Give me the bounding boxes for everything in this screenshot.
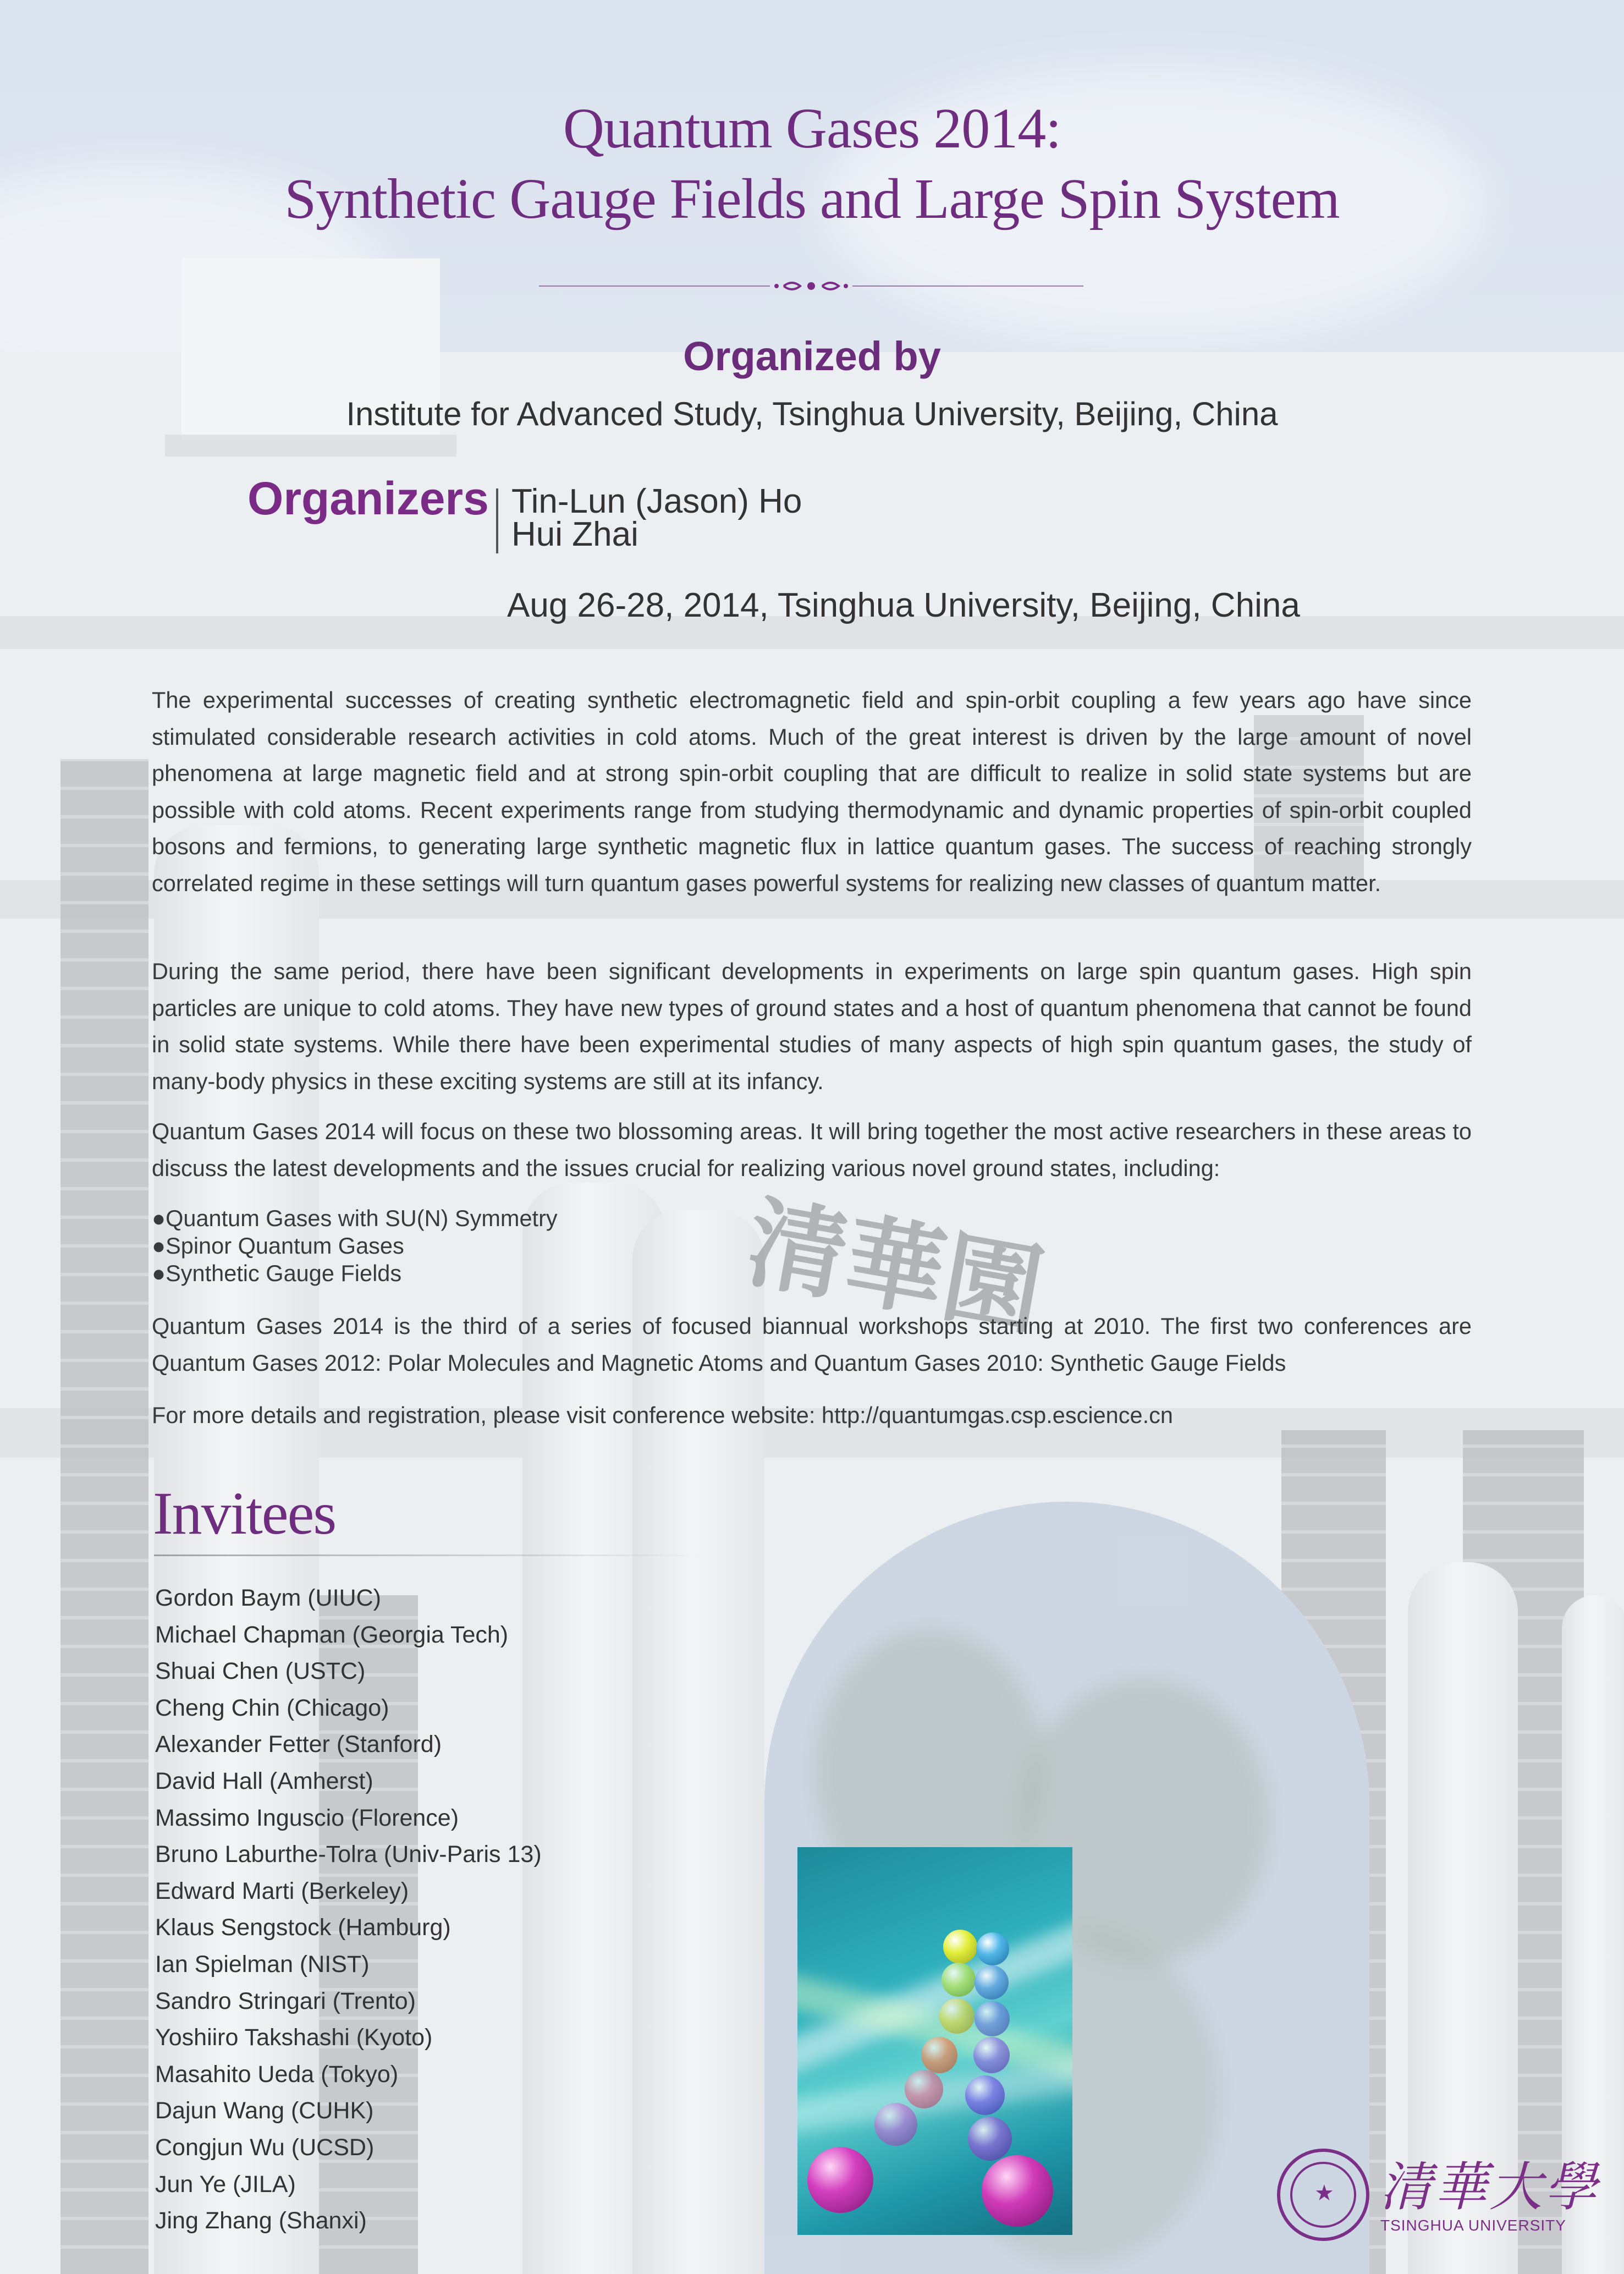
organizers-list <box>511 482 802 553</box>
invitee-item: Congjun Wu (UCSD) <box>155 2134 375 2161</box>
organizers-divider <box>496 488 498 553</box>
invitee-item: Jing Zhang (Shanxi) <box>155 2207 367 2234</box>
invitee-item: Masahito Ueda (Tokyo) <box>155 2061 399 2088</box>
invitee-item: Klaus Sengstock (Hamburg) <box>155 1914 451 1941</box>
organizer-name: Hui Zhai <box>511 515 638 553</box>
invitee-item: Shuai Chen (USTC) <box>155 1658 366 1685</box>
invitee-item: Ian Spielman (NIST) <box>155 1951 370 1978</box>
paragraph-focus <box>152 1113 1472 1187</box>
invitee-item: Dajun Wang (CUHK) <box>155 2097 374 2124</box>
paragraph-website <box>152 1397 1472 1434</box>
organized-by-heading: Organized by <box>683 333 941 379</box>
organizers-heading: Organizers <box>247 473 489 524</box>
university-name-english: TSINGHUA UNIVERSITY <box>1380 2217 1566 2234</box>
paragraph-text: For more details and registration, please visit conference website: http://quantumgas.csp.escience.cn <box>152 1402 1173 1428</box>
invitee-item: Sandro Stringari (Trento) <box>155 1987 416 2014</box>
invitee-item: Gordon Baym (UIUC) <box>155 1585 381 1611</box>
topic-item: ● Synthetic Gauge Fields <box>152 1260 558 1287</box>
invitee-item: Cheng Chin (Chicago) <box>155 1694 389 1721</box>
paragraph-text: Quantum Gases 2014 is the third of a series of focused biannual workshops starting at 2010. The first two conferences are Quantum Gases 2012: Polar Molecules and Magnetic Atoms and Quantum Gases 2010: Synthetic Gauge Fields <box>152 1313 1472 1376</box>
paragraph-text: The experimental successes of creating synthetic electromagnetic field and spin-orbit coupling a few years ago have since stimulated considerable research activities in cold atoms. Much of the great interest is driven by the large amount of novel phenomena at large magnetic field and at strong spin-orbit coupling that are difficult to realize in solid state systems but are possible with cold atoms. Recent experiments range from studying thermodynamic and dynamic properties of spin-orbit coupled bosons and fermions, to generating large synthetic magnetic flux in lattice quantum gases. The success of reaching strongly correlated regime in these settings will turn quantum gases powerful systems for realizing new classes of quantum matter. <box>152 687 1472 896</box>
title-line-1: Quantum Gases 2014: <box>563 97 1061 160</box>
topic-list <box>152 1205 558 1287</box>
organizer-name: Tin-Lun (Jason) Ho <box>511 482 802 520</box>
seal-star-icon: ★ <box>1314 2181 1334 2205</box>
paragraph-large-spin <box>152 953 1472 1100</box>
invitee-item: Edward Marti (Berkeley) <box>155 1877 409 1904</box>
title-line-2: Synthetic Gauge Fields and Large Spin System <box>284 167 1340 230</box>
paragraph-text: Quantum Gases 2014 will focus on these two blossoming areas. It will bring together the most active researchers in these areas to discuss the latest developments and the issues crucial for realizing various novel ground states, including: <box>152 1118 1472 1181</box>
topic-item: ● Quantum Gases with SU(N) Symmetry <box>152 1205 558 1232</box>
flourish-ornament <box>539 279 1083 293</box>
topic-item: ● Spinor Quantum Gases <box>152 1232 558 1260</box>
invitee-item: Michael Chapman (Georgia Tech) <box>155 1621 509 1648</box>
invitee-item: Bruno Laburthe-Tolra (Univ-Paris 13) <box>155 1841 542 1868</box>
event-date-location: Aug 26-28, 2014, Tsinghua University, Beijing, China <box>507 586 1300 624</box>
organized-by-institution: Institute for Advanced Study, Tsinghua University, Beijing, China <box>346 396 1278 432</box>
poster-title <box>0 94 1624 234</box>
invitee-item: Yoshiiro Takshashi (Kyoto) <box>155 2024 433 2051</box>
paragraph-series <box>152 1308 1472 1381</box>
invitee-item: David Hall (Amherst) <box>155 1767 373 1794</box>
invitees-divider <box>154 1555 709 1556</box>
invitee-item: Alexander Fetter (Stanford) <box>155 1731 442 1758</box>
paragraph-text: During the same period, there have been significant developments in experiments on large spin quantum gases. High spin particles are unique to cold atoms. They have new types of ground states and a host of quantum phenomena that cannot be found in solid state systems. While there have been experimental studies of many aspects of high spin quantum gases, the study of many-body physics in these exciting systems are still at its infancy. <box>152 958 1472 1094</box>
invitee-item: Massimo Inguscio (Florence) <box>155 1804 459 1831</box>
invitees-list <box>155 1580 542 2239</box>
university-name-chinese: 清華大學 <box>1379 2156 1599 2218</box>
invitee-item: Jun Ye (JILA) <box>155 2171 296 2198</box>
invitees-heading: Invitees <box>153 1480 336 1547</box>
cover-artwork-spheres <box>797 1847 1072 2235</box>
paragraph-synthetic-fields <box>152 682 1472 902</box>
gate-inscription: 清華園 <box>739 1184 1052 1350</box>
